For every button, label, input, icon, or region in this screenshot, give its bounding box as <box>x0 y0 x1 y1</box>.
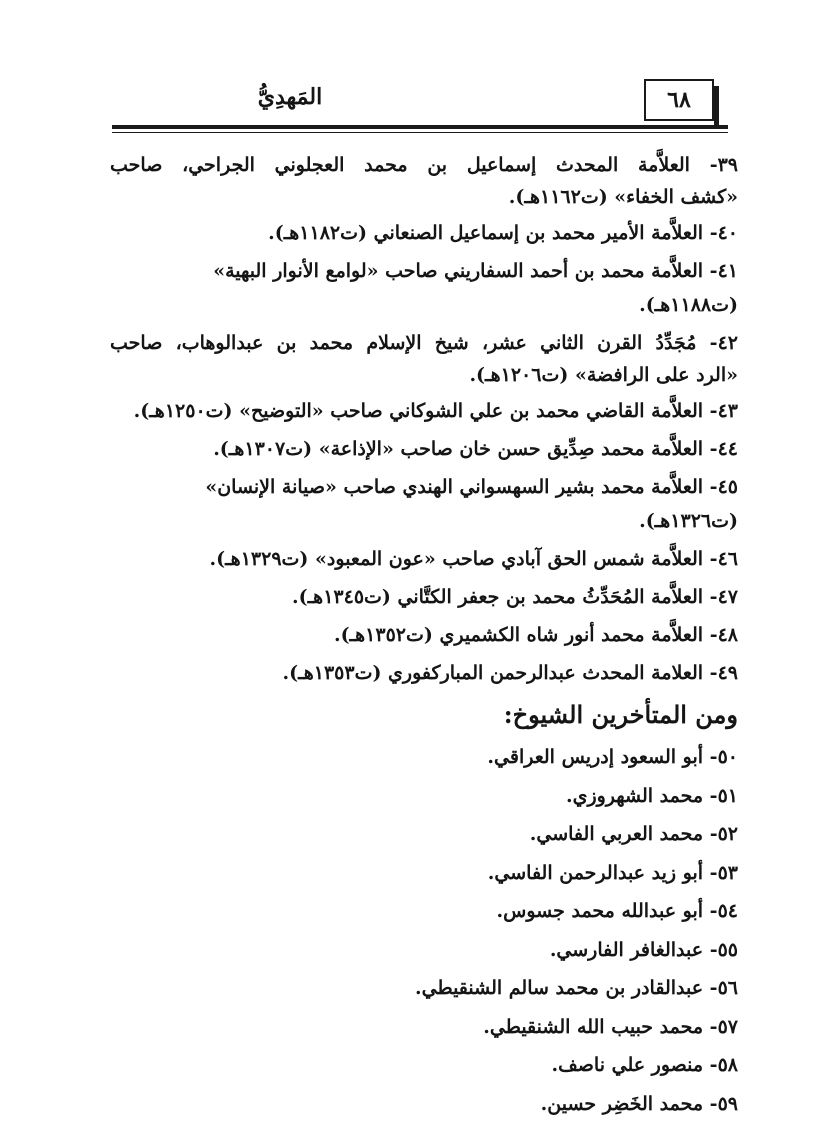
list-item <box>110 326 738 390</box>
list-item: ٤٣- العلاَّمة القاضي محمد بن علي الشوكاني صاحب «التوضيح» (ت١٢٥٠هـ). <box>133 400 738 422</box>
list-item: ٥٨- منصور علي ناصف. <box>551 1054 738 1076</box>
list-item: ٤٨- العلاَّمة محمد أنور شاه الكشميري (ت١٣٥٢هـ). <box>333 624 738 646</box>
list-item: ٤١- العلاَّمة محمد بن أحمد السفاريني صاحب «لوامع الأنوار البهية» (ت١١٨٨هـ). <box>213 260 738 316</box>
list-item: ٥٧- محمد حبيب الله الشنقيطي. <box>483 1015 738 1038</box>
list-item: ٥٥- عبدالغافر الفارسي. <box>549 938 738 961</box>
list-item: ٤٦- العلاَّمة شمس الحق آبادي صاحب «عون المعبود» (ت١٣٢٩هـ). <box>209 548 738 570</box>
list-item: ٥٤- أبو عبدالله محمد جسوس. <box>496 900 738 922</box>
section-heading: ومن المتأخرين الشيوخ: <box>503 700 738 729</box>
list-item: ٥٢- محمد العربي الفاسي. <box>529 823 738 845</box>
list-item: ٤٠- العلاَّمة الأمير محمد بن إسماعيل الصنعاني (ت١١٨٢هـ). <box>268 222 738 244</box>
header-rule-thin <box>112 132 728 133</box>
page-number: ٦٨ <box>644 79 714 121</box>
short-list <box>110 738 738 1123</box>
entry-continuation: «الرد على الرافضة» (ت١٢٠٦هـ). <box>469 364 738 386</box>
entry-line: ٤٢- مُجَدِّدُ القرن الثاني عشر، شيخ الإسلام محمد بن عبدالوهاب، صاحب <box>110 332 738 354</box>
list-item: ٤٩- العلامة المحدث عبدالرحمن المباركفوري (ت١٣٥٣هـ). <box>282 662 738 684</box>
entry-line: ٣٩- العلاَّمة المحدث إسماعيل بن محمد العجلوني الجراحي، صاحب <box>110 154 738 176</box>
list-item: ٥٦- عبدالقادر بن محمد سالم الشنقيطي. <box>415 977 738 999</box>
entry-continuation: «كشف الخفاء» (ت١١٦٢هـ). <box>508 186 738 208</box>
list-item: ٤٤- العلاَّمة محمد صِدِّيق حسن خان صاحب «الإذاعة» (ت١٣٠٧هـ). <box>213 438 738 460</box>
list-item: ٥٠- أبو السعود إدريس العراقي. <box>487 746 738 768</box>
list-item: ٥١- محمد الشهروزي. <box>565 784 738 807</box>
list-item: ٤٥- العلاَّمة محمد بشير السهسواني الهندي صاحب «صيانة الإنسان» (ت١٣٢٦هـ). <box>205 476 738 532</box>
list-item <box>110 148 738 212</box>
list-item: ٥٣- أبو زيد عبدالرحمن الفاسي. <box>487 861 738 884</box>
header-rule-thick <box>112 125 728 129</box>
list-item: ٤٧- العلاَّمة المُحَدِّثُ محمد بن جعفر الكتَّاني (ت١٣٤٥هـ). <box>292 586 738 608</box>
running-title: المَهدِيُّ <box>257 84 323 110</box>
page-content <box>110 148 738 1123</box>
list-item: ٥٩- محمد الخَضِر حسين. <box>540 1092 738 1115</box>
